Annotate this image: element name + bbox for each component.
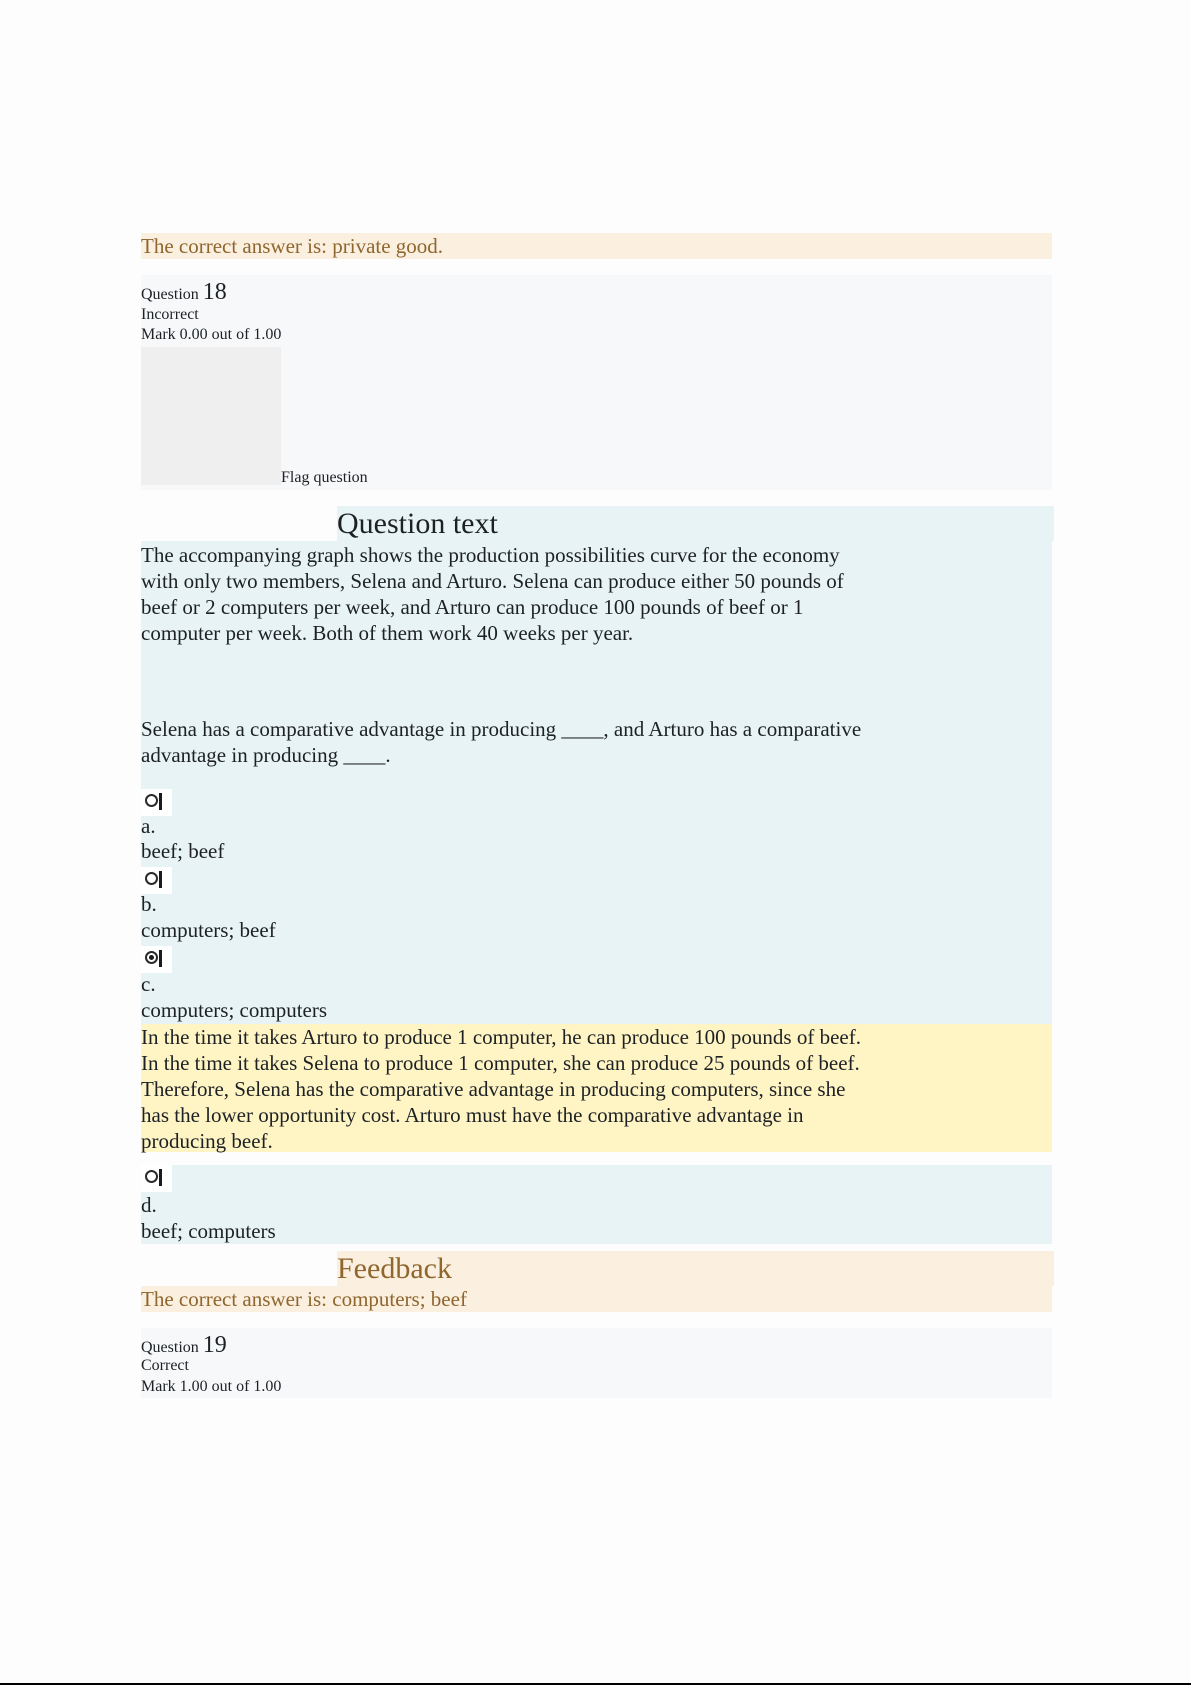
radio-checked-icon xyxy=(145,951,158,964)
option-c-text[interactable]: computers; computers xyxy=(141,998,328,1022)
question-mark: Mark 1.00 out of 1.00 xyxy=(141,1378,282,1395)
question-state: Correct xyxy=(141,1357,189,1374)
question-number-line xyxy=(141,277,227,307)
question-content xyxy=(141,541,1052,1024)
flag-question-link[interactable]: Flag question xyxy=(281,469,368,486)
option-c-letter: c. xyxy=(141,972,156,996)
option-b-radio[interactable] xyxy=(141,867,172,894)
option-a-radio[interactable] xyxy=(141,789,172,816)
option-b-text[interactable]: computers; beef xyxy=(141,918,276,942)
question-info-19 xyxy=(141,1328,1052,1398)
option-specific-feedback xyxy=(141,1024,1052,1152)
option-feedback-text: In the time it takes Arturo to produce 1 computer, he can produce 100 pounds of beef. In the time it takes Selena to produce 1 computer, she can produce 25 pounds of beef. Therefore, Selena has the comparative advantage in producing computers, since she has the lower opportunity cost. Arturo must have the comparative advantage in producing beef. xyxy=(141,1025,861,1153)
option-a-letter: a. xyxy=(141,814,156,838)
question-state: Incorrect xyxy=(141,306,199,323)
question-number: 19 xyxy=(202,1332,227,1358)
option-d-letter: d. xyxy=(141,1193,157,1217)
question-label: Question xyxy=(141,1339,199,1356)
option-a-text[interactable]: beef; beef xyxy=(141,839,225,863)
radio-icon xyxy=(145,794,158,807)
previous-correct-answer: The correct answer is: private good. xyxy=(141,233,1052,259)
question-mark: Mark 0.00 out of 1.00 xyxy=(141,326,282,343)
radio-icon xyxy=(145,872,158,885)
question-info-18 xyxy=(141,275,1052,490)
option-c-radio[interactable] xyxy=(141,946,172,973)
option-d-text[interactable]: beef; computers xyxy=(141,1219,276,1243)
question-prompt: Selena has a comparative advantage in producing ____, and Arturo has a comparative advantage in producing ____. xyxy=(141,717,862,767)
radio-icon xyxy=(145,1170,158,1183)
option-d-radio[interactable] xyxy=(141,1165,172,1192)
question-label: Question xyxy=(141,286,199,303)
feedback-correct-answer: The correct answer is: computers; beef xyxy=(141,1286,1052,1312)
question-paragraph: The accompanying graph shows the production possibilities curve for the economy with only two members, Selena and Arturo. Selena can produce either 50 pounds of beef or 2 computers per week, and Arturo can produce 100 pounds of beef or 1 computer per week. Both of them work 40 weeks per year. xyxy=(141,543,844,645)
question-text-heading: Question text xyxy=(337,506,1054,541)
option-b-letter: b. xyxy=(141,892,157,916)
feedback-heading: Feedback xyxy=(337,1251,1054,1286)
question-number: 18 xyxy=(202,279,227,305)
flag-icon[interactable] xyxy=(141,347,281,485)
option-d-block xyxy=(141,1165,1052,1244)
